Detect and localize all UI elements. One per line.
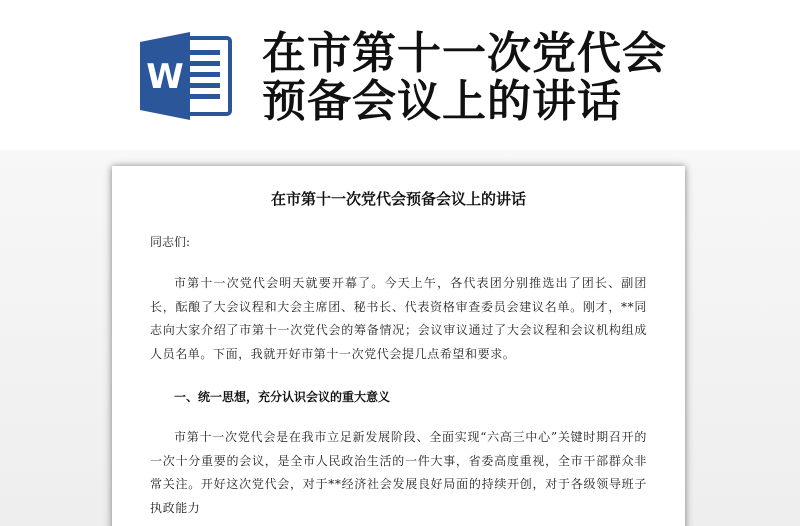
document-body [150,188,647,520]
salutation: 同志们: [150,235,191,249]
document-heading: 在市第十一次党代会预备会议上的讲话 [270,190,526,208]
page-title-line-2: 预备会议上的讲话 [262,76,622,127]
section-1-heading: 一、统一思想，充分认识会议的重大意义 [174,390,391,404]
page-title [262,30,782,126]
paragraph-1: 市第十一次党代会明天就要开幕了。今天上午，各代表团分别推选出了团长、副团长，酝酿了大会议程和大会主席团、秘书长、代表资格审查委员会建议名单。刚才，**同志向大家介绍了市第十一次党代会的筹备情况；会议审议通过了大会议程和会议机构组成人员名单。下面，我就开好市第十一次党代会提几点希望和要求。 [150,276,647,361]
paragraph-2: 市第十一次党代会是在我市立足新发展阶段、全面实现“六高三中心”关键时期召开的一次十分重要的会议，是全市人民政治生活的一件大事，省委高度重视，全市干部群众非常关注。开好这次党代会，对于**经济社会发展良好局面的持续开创，对于各级领导班子执政能力 [150,430,647,515]
document-page [112,166,685,526]
word-icon-letter: W [146,57,184,97]
header-banner [0,0,800,150]
page-title-line-1: 在市第十一次党代会 [262,28,667,79]
word-document-icon [138,30,234,122]
